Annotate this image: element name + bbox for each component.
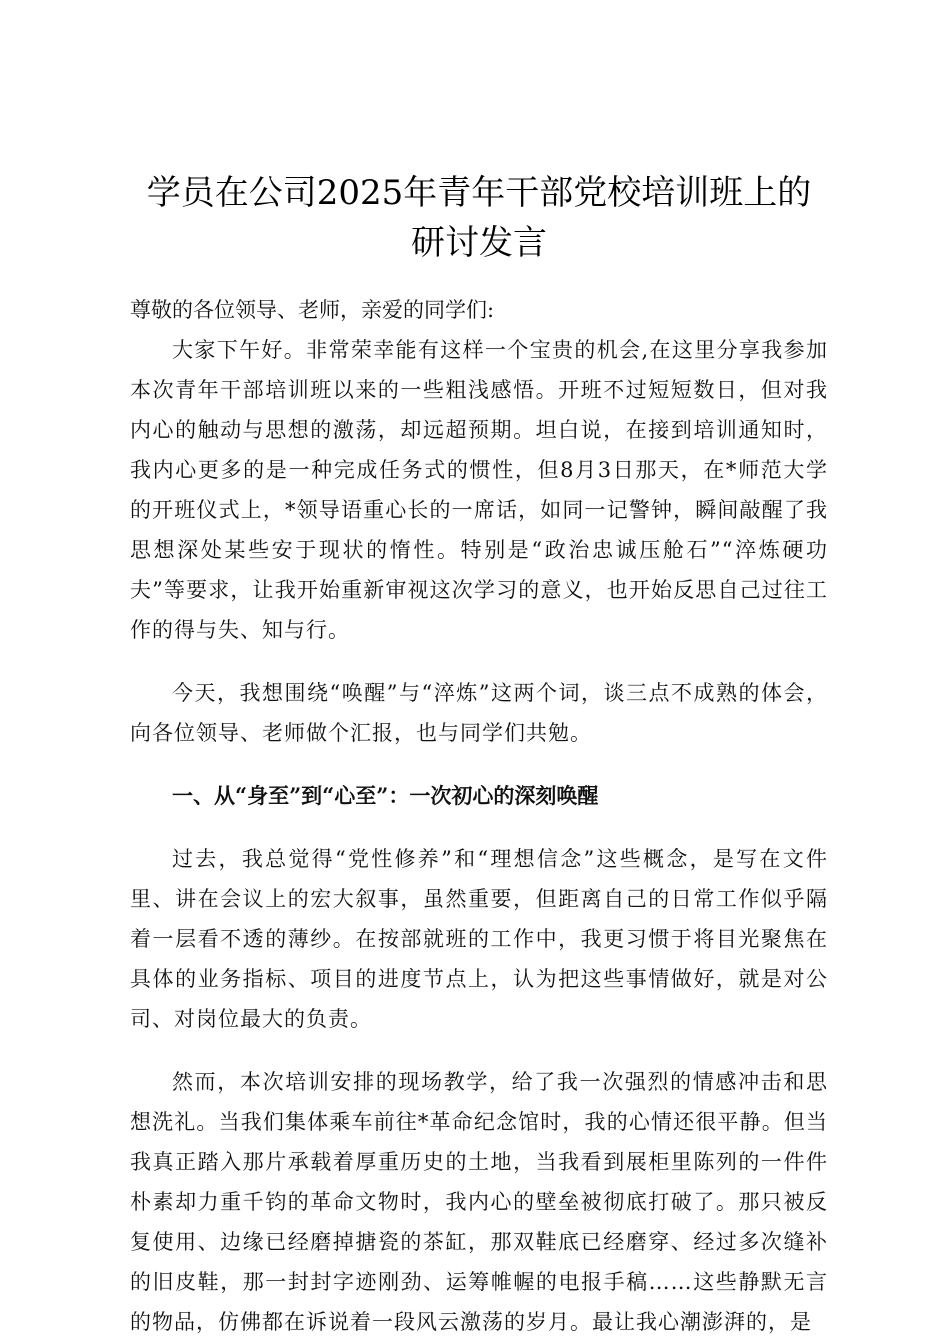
section-heading-1: 一、从“身至”到“心至”：一次初心的深刻唤醒 xyxy=(172,783,599,808)
paragraph-outline: 今天，我想围绕“唤醒”与“淬炼”这两个词，谈三点不成熟的体会，向各位领导、老师做个汇报，也与同学们共勉。 xyxy=(130,681,828,745)
document-title xyxy=(130,168,828,268)
paragraph-section1-b: 然而，本次培训安排的现场教学，给了我一次强烈的情感冲击和思想洗礼。当我们集体乘车前往*革命纪念馆时，我的心情还很平静。但当我真正踏入那片承载着厚重历史的土地，当我看到展柜里陈列的一件件朴素却力重千钧的革命文物时，我内心的壁垒被彻底打破了。那只被反复使用、边缘已经磨掉搪瓷的茶缸，那双鞋底已经磨穿、经过多次缝补的旧皮鞋，那一封封字迹刚劲、运筹帷幄的电报手稿……这些静默无言的物品，仿佛都在诉说着一段风云激荡的岁月。最让我心潮澎湃的，是 xyxy=(130,1070,828,1334)
salutation: 尊敬的各位领导、老师，亲爱的同学们: xyxy=(130,298,495,322)
paragraph-opening: 大家下午好。非常荣幸能有这样一个宝贵的机会,在这里分享我参加本次青年干部培训班以来的一些粗浅感悟。开班不过短短数日，但对我内心的触动与思想的激荡，却远超预期。坦白说，在接到培训通知时，我内心更多的是一种完成任务式的惯性，但8月3日那天，在*师范大学的开班仪式上，*领导语重心长的一席话，如同一记警钟，瞬间敲醒了我思想深处某些安于现状的惰性。特别是“政治忠诚压舱石”“淬炼硬功夫”等要求，让我开始重新审视这次学习的意义，也开始反思自己过往工作的得与失、知与行。 xyxy=(130,338,828,642)
title-line-1: 学员在公司2025年青年干部党校培训班上的 xyxy=(146,173,812,213)
paragraph-section1-a: 过去，我总觉得“党性修养”和“理想信念”这些概念，是写在文件里、讲在会议上的宏大叙事，虽然重要，但距离自己的日常工作似乎隔着一层看不透的薄纱。在按部就班的工作中，我更习惯于将目光聚焦在具体的业务指标、项目的进度节点上，认为把这些事情做好，就是对公司、对岗位最大的负责。 xyxy=(130,847,828,1031)
document-page xyxy=(130,168,828,1342)
title-line-2: 研讨发言 xyxy=(411,223,547,263)
